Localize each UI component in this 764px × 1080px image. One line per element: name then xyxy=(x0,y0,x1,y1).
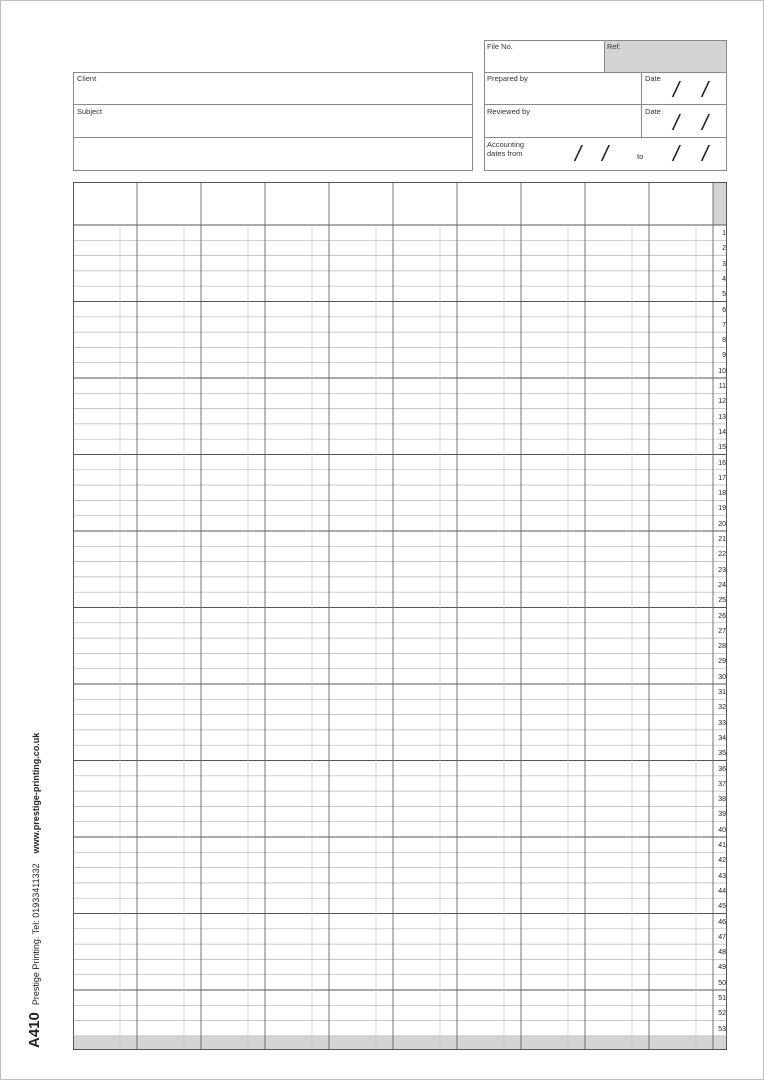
row-number: 36 xyxy=(718,765,726,773)
row-number: 43 xyxy=(718,872,726,880)
subject-field[interactable] xyxy=(74,117,472,136)
row-number: 53 xyxy=(718,1025,726,1033)
row-number: 10 xyxy=(718,367,726,375)
row-number: 14 xyxy=(718,428,726,436)
reviewed-divider xyxy=(484,137,727,138)
row-number: 45 xyxy=(718,903,726,911)
row-number: 13 xyxy=(718,413,726,421)
form-code: A410 xyxy=(26,1012,43,1048)
row-number: 47 xyxy=(718,933,726,941)
prepared-by-label: Prepared by xyxy=(487,74,528,83)
file-no-label: File No. xyxy=(487,42,513,51)
to-label: to xyxy=(637,152,644,161)
prepared-date-slash-1: / xyxy=(673,77,680,102)
row-number: 12 xyxy=(718,398,726,406)
totals-row-shade xyxy=(73,1036,727,1050)
reviewed-date-slash-2: / xyxy=(702,110,709,135)
row-number: 40 xyxy=(718,826,726,834)
row-number: 38 xyxy=(718,796,726,804)
row-number: 19 xyxy=(718,505,726,513)
row-number: 46 xyxy=(718,918,726,926)
row-number: 31 xyxy=(718,689,726,696)
row-number: 21 xyxy=(718,536,726,543)
row-number: 6 xyxy=(722,306,726,314)
row-number: 17 xyxy=(718,474,726,482)
row-number: 42 xyxy=(718,857,726,865)
reviewed-by-label: Reviewed by xyxy=(487,107,530,116)
client-field[interactable] xyxy=(74,84,472,103)
row-number: 26 xyxy=(718,612,726,620)
row-number: 30 xyxy=(718,673,726,681)
ref-shaded-area xyxy=(604,41,726,72)
row-number: 2 xyxy=(722,245,726,253)
reviewed-by-field[interactable] xyxy=(485,117,640,136)
row-number: 20 xyxy=(718,520,726,528)
prepared-divider xyxy=(484,104,727,105)
file-ref-divider xyxy=(604,40,605,73)
row-number: 1 xyxy=(722,230,726,237)
row-number: 37 xyxy=(718,780,726,788)
row-number: 39 xyxy=(718,811,726,819)
accounting-dates-label-1: Accounting xyxy=(487,140,525,149)
ledger-grid-lines xyxy=(73,182,727,1050)
prepared-date-divider xyxy=(641,72,642,137)
row-number: 16 xyxy=(718,459,726,467)
row-number-header-shade xyxy=(713,182,727,225)
row-number: 51 xyxy=(718,995,726,1002)
row-number: 27 xyxy=(718,627,726,635)
row-number: 25 xyxy=(718,597,726,605)
row-number: 34 xyxy=(718,734,726,742)
reviewed-date-label: Date xyxy=(645,107,661,116)
accounting-dates-label-2: dates from xyxy=(487,149,523,158)
row-number: 28 xyxy=(718,643,726,651)
row-number: 44 xyxy=(718,887,726,895)
accounting-to-slash-1: / xyxy=(673,141,680,166)
reviewed-date-slash-1: / xyxy=(673,110,680,135)
grid-border xyxy=(74,183,727,1050)
row-number: 3 xyxy=(722,260,726,268)
side-imprint xyxy=(26,733,44,1048)
printer-info: Prestige Printing. Tel: 01933411332 xyxy=(31,863,41,1006)
accounting-from-slash-2: / xyxy=(602,141,609,166)
row-number: 48 xyxy=(718,949,726,957)
row-number: 49 xyxy=(718,964,726,972)
row-number: 11 xyxy=(718,383,726,390)
row-number: 33 xyxy=(718,719,726,727)
accounting-from-slash-1: / xyxy=(575,141,582,166)
ledger-grid[interactable] xyxy=(73,182,727,1050)
row-number: 35 xyxy=(718,750,726,758)
accounting-to-slash-2: / xyxy=(702,141,709,166)
row-number: 50 xyxy=(718,979,726,987)
row-number: 4 xyxy=(722,275,726,283)
ref-label: Ref: xyxy=(607,42,621,51)
row-number: 52 xyxy=(718,1010,726,1018)
row-number: 41 xyxy=(718,842,726,849)
row-number: 22 xyxy=(718,551,726,559)
website-text: www.prestige-printing.co.uk xyxy=(31,732,41,854)
subject-label: Subject xyxy=(77,107,103,116)
row-number: 24 xyxy=(718,581,726,589)
row-number: 5 xyxy=(722,291,726,299)
client-divider xyxy=(73,104,473,105)
row-number: 8 xyxy=(722,337,726,345)
row-number: 15 xyxy=(718,444,726,452)
prepared-date-label: Date xyxy=(645,74,661,83)
row-number: 32 xyxy=(718,704,726,712)
prepared-date-slash-2: / xyxy=(702,77,709,102)
row-number: 18 xyxy=(718,490,726,498)
prepared-by-field[interactable] xyxy=(485,84,640,103)
row-number: 23 xyxy=(718,566,726,574)
client-label: Client xyxy=(77,74,97,83)
row-number: 9 xyxy=(722,352,726,360)
extra-field[interactable] xyxy=(74,138,472,170)
row-number: 7 xyxy=(722,321,726,329)
row-number: 29 xyxy=(718,658,726,666)
